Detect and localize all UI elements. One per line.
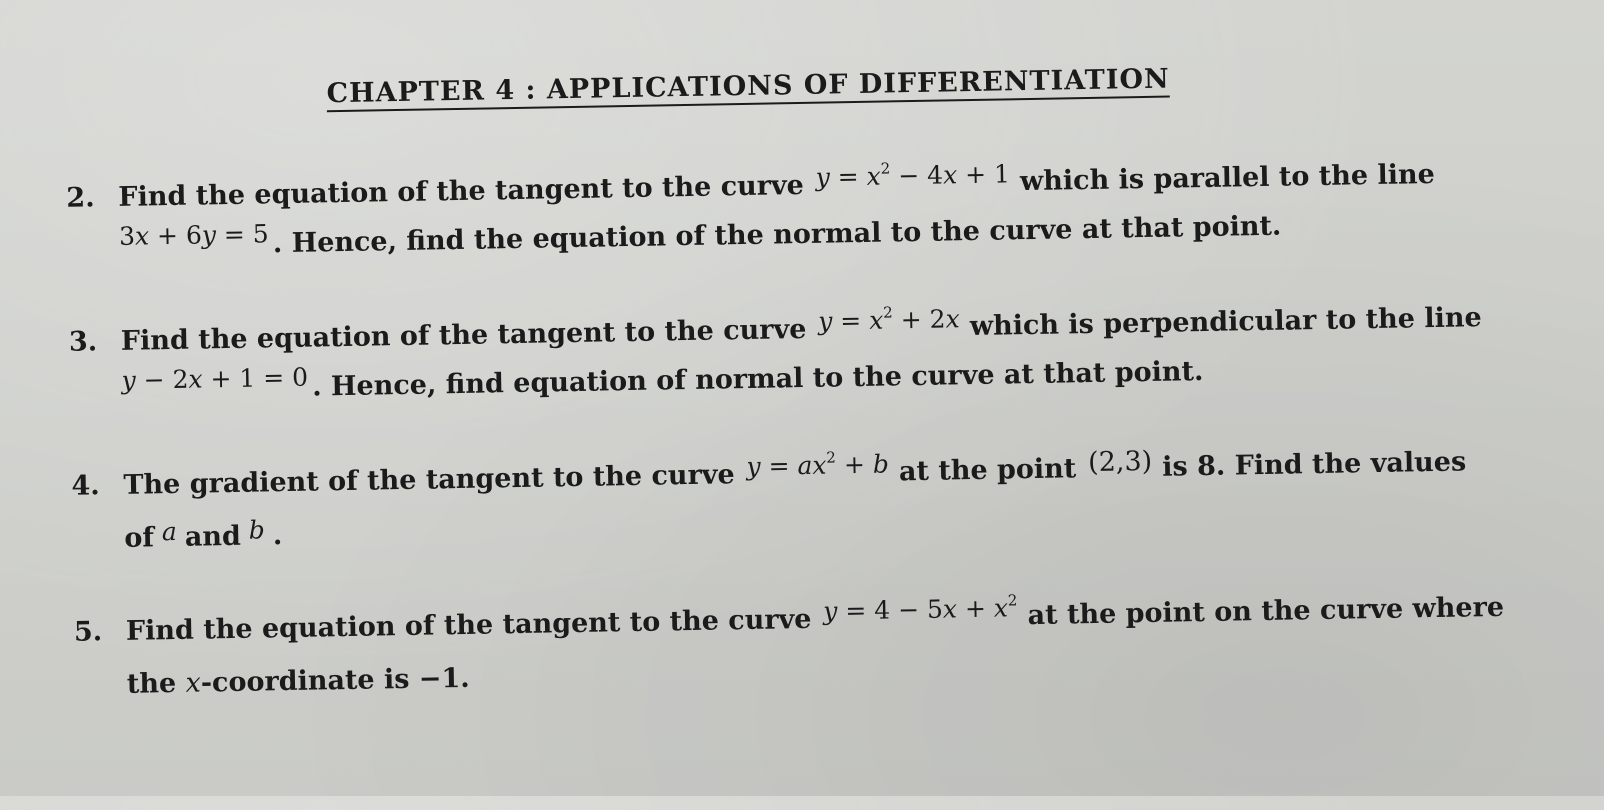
variable-x: x (185, 667, 202, 699)
question-text: is 8. Find the values (1161, 446, 1467, 483)
line-equation: 3x + 6y = 5 (118, 219, 269, 251)
question-text: Find the equation of the tangent to the curve (125, 603, 812, 647)
question-number: 3. (68, 326, 98, 358)
question-text: Find the equation of the tangent to the curve (120, 313, 807, 357)
question-4 (71, 445, 1467, 554)
line-equation: y − 2x + 1 = 0 (121, 362, 309, 395)
question-text: The gradient of the tangent to the curve (123, 459, 735, 501)
question-text: . Hence, find the equation of the normal to the curve at that point. (272, 210, 1282, 260)
question-text: -coordinate is −1. (200, 662, 470, 699)
question-3 (69, 304, 1483, 405)
question-2 (66, 158, 1436, 261)
question-text: . (272, 520, 283, 552)
curve-equation: $y = ax^2 + b$ (746, 448, 890, 481)
curve-equation: $y = x^2 - 4x + 1$ (815, 159, 1011, 192)
question-number: 4. (71, 470, 100, 502)
question-text: at the point (898, 453, 1077, 488)
question-text: of (124, 522, 155, 554)
variable-b: b (248, 515, 266, 545)
question-text: and (184, 520, 242, 553)
curve-equation: $y = x^2 + 2x$ (817, 303, 960, 336)
question-text: Find the equation of the tangent to the curve (118, 169, 805, 213)
question-text: . Hence, find equation of normal to the curve at that point. (311, 355, 1204, 403)
question-text: at the point on the curve where (1027, 591, 1505, 632)
question-number: 2. (66, 182, 95, 214)
variable-a: a (161, 516, 178, 547)
question-5 (73, 591, 1505, 700)
question-text: which is parallel to the line (1019, 158, 1436, 198)
question-number: 5. (73, 616, 103, 648)
curve-equation: $y = 4 - 5x + x^2$ (823, 591, 1018, 626)
chapter-title: CHAPTER 4 : APPLICATIONS OF DIFFERENTIATION (326, 64, 1170, 113)
point-coordinates: (2,3) (1087, 445, 1153, 479)
question-text: which is perpendicular to the line (969, 302, 1482, 343)
question-text: the (126, 667, 177, 700)
